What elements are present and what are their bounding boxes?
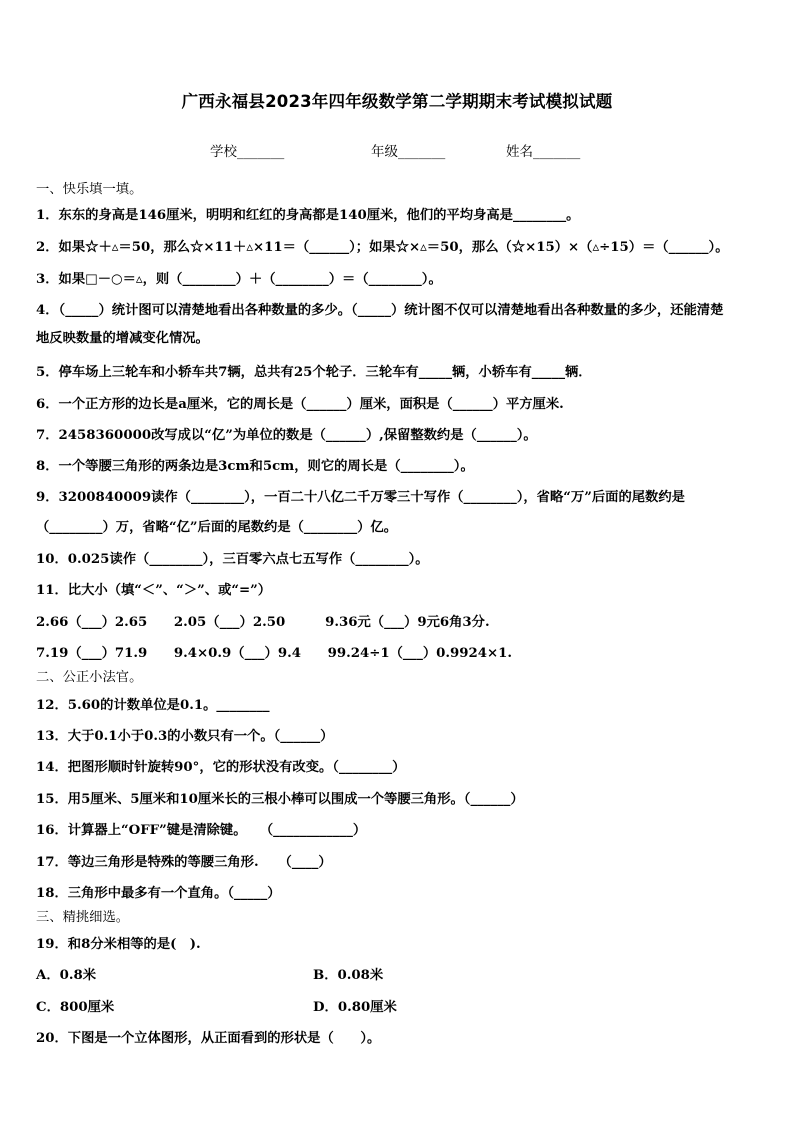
question-12: 12．5.60的计数单位是0.1。________ [36, 698, 270, 713]
question-18: 18．三角形中最多有一个直角。（_____） [36, 886, 281, 901]
question-10: 10．0.025读作（________），三百零六点七五写作（________）。 [36, 552, 429, 567]
page-title: 广西永福县2023年四年级数学第二学期期末考试模拟试题 [181, 92, 613, 111]
choice-a: A．0.8米 [36, 968, 97, 983]
question-15: 15．用5厘米、5厘米和10厘米长的三根小棒可以围成一个等腰三角形。（______） [36, 792, 524, 807]
question-11-row-2: 7.19（___）71.9 9.4×0.9（___）9.4 99.24÷1（___）0.9924×1. [36, 646, 513, 661]
question-16: 16．计算器上“OFF”键是清除键。 （____________） [36, 823, 367, 838]
question-2: 2．如果☆＋▵＝50，那么☆×11＋▵×11＝（______）；如果☆×▵＝50，那么（☆×15）×（▵÷15）＝（______）。 [36, 240, 729, 255]
question-4-line-2: 地反映数量的增减变化情况。 [36, 331, 209, 346]
choice-c: C．800厘米 [36, 1000, 115, 1015]
question-17: 17．等边三角形是特殊的等腰三角形. （____） [36, 855, 332, 870]
question-11: 11．比大小（填“＜”、“＞”、或“=”） [36, 583, 272, 598]
question-7: 7．2458360000改写成以“亿”为单位的数是（______）,保留整数约是（______）。 [36, 428, 537, 443]
question-8: 8．一个等腰三角形的两条边是3cm和5cm，则它的周长是（________）。 [36, 459, 474, 474]
question-13: 13．大于0.1小于0.3的小数只有一个。（______） [36, 729, 334, 744]
name-field: 姓名_______ [506, 144, 581, 160]
question-6: 6．一个正方形的边长是a厘米，它的周长是（______）厘米，面积是（______）平方厘米. [36, 397, 564, 412]
section-heading-1: 一、快乐填一填。 [36, 182, 143, 197]
question-14: 14．把图形顺时针旋转90°，它的形状没有改变。（________） [36, 760, 406, 775]
question-3: 3．如果□－○＝▵，则（________）＋（________）＝（________）。 [36, 272, 442, 287]
question-20: 20．下图是一个立体图形，从正面看到的形状是（ ）。 [36, 1031, 381, 1046]
choice-d: D．0.80厘米 [313, 1000, 397, 1015]
question-4-line-1: 4．（_____）统计图可以清楚地看出各种数量的多少。（_____）统计图不仅可以清楚地看出各种数量的多少，还能清楚 [36, 303, 724, 318]
school-field: 学校_______ [210, 144, 285, 160]
section-heading-2: 二、公正小法官。 [36, 670, 143, 685]
question-11-row-1: 2.66（___）2.65 2.05（___）2.50 9.36元（___）9元6角3分. [36, 615, 490, 630]
grade-field: 年级_______ [371, 144, 446, 160]
question-9-line-1: 9．3200840009读作（________），一百二十八亿二千万零三十写作（________），省略“万”后面的尾数约是 [36, 490, 685, 505]
question-9-line-2: （________）万，省略“亿”后面的尾数约是（________）亿。 [36, 520, 398, 535]
question-19: 19．和8分米相等的是( ). [36, 937, 201, 952]
question-1: 1．东东的身高是146厘米，明明和红红的身高都是140厘米，他们的平均身高是________。 [36, 208, 580, 223]
choice-b: B．0.08米 [313, 968, 384, 983]
question-5: 5．停车场上三轮车和小轿车共7辆，总共有25个轮子．三轮车有_____辆，小轿车有_____辆． [36, 365, 592, 380]
section-heading-3: 三、精挑细选。 [36, 910, 130, 925]
